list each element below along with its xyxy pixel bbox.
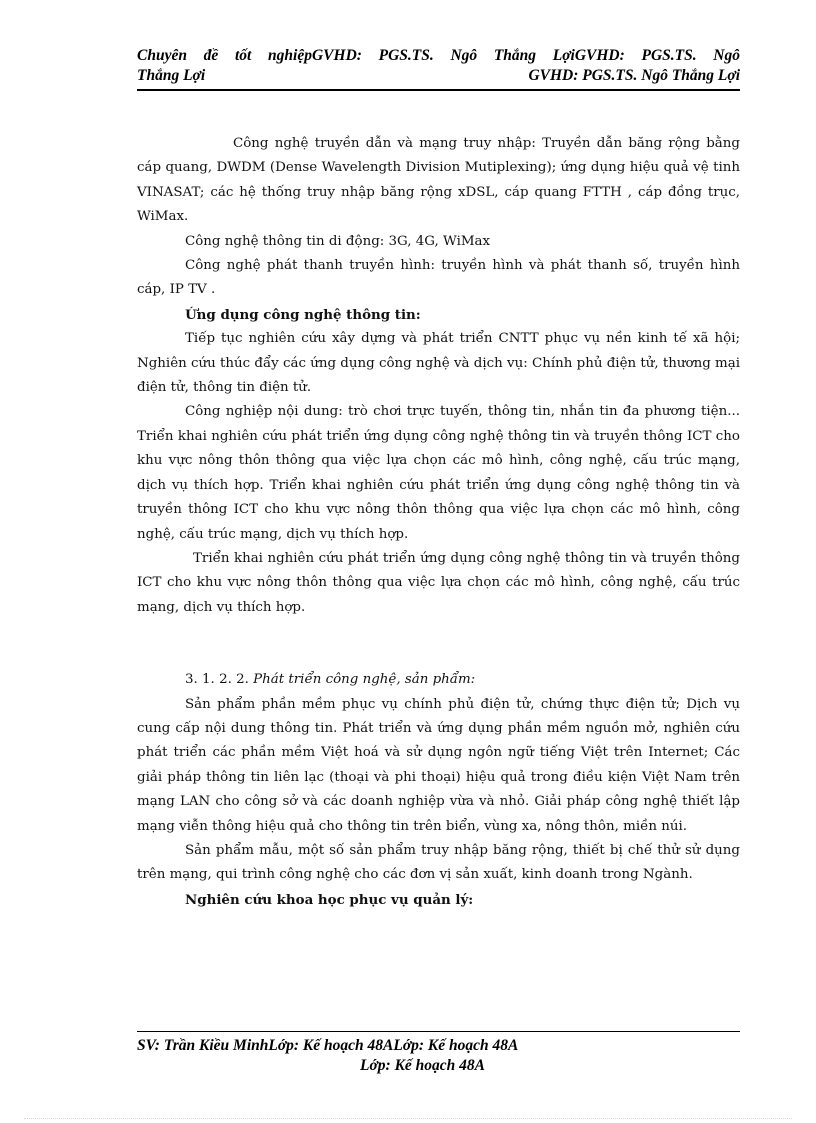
page-header bbox=[137, 46, 740, 86]
section-title: Phát triển công nghệ, sản phẩm: bbox=[253, 672, 476, 688]
page-bottom-border bbox=[24, 1118, 792, 1119]
section-heading bbox=[185, 668, 740, 692]
footer-line-1: SV: Trần Kiều MinhLớp: Kế hoạch 48ALớp: Kế hoạch 48A bbox=[137, 1037, 519, 1054]
footer-divider bbox=[137, 1031, 740, 1032]
paragraph-software: Sản phẩm phần mềm phục vụ chính phủ điện tử, chứng thực điện tử; Dịch vụ cung cấp nội dung thông tin. Phát triển và ứng dụng phần mềm nguồn mở, nghiên cứu phát triển các phần mềm Việt hoá và sử dụng ngôn ngữ tiếng Việt trên Internet; Các giải pháp thông tin liên lạc (thoại và phi thoại) hiệu quả trong điều kiện Việt Nam trên mạng LAN cho công sở và các doanh nghiệp vừa và nhỏ. Giải pháp công nghệ thiết lập mạng viễn thông hiệu quả cho thông tin trên biển, vùng xa, nông thôn, miền núi. bbox=[137, 696, 740, 834]
document-body bbox=[137, 132, 740, 912]
page-footer bbox=[137, 1036, 740, 1076]
heading-management-research: Nghiên cứu khoa học phục vụ quản lý: bbox=[185, 891, 474, 908]
header-divider bbox=[137, 89, 740, 91]
header-line-2 bbox=[137, 66, 740, 86]
paragraph-broadcast: Công nghệ phát thanh truyền hình: truyền hình và phát thanh số, truyền hình cáp, IP TV . bbox=[137, 258, 740, 298]
paragraph-content-industry: Công nghiệp nội dung: trò chơi trực tuyến, thông tin, nhắn tin đa phương tiện... Triển khai nghiên cứu phát triển ứng dụng công nghệ thông tin và truyền thông ICT cho khu vực nông thôn thông qua việc lựa chọn các mô hình, công nghệ, cấu trúc mạng, dịch vụ thích hợp. Triển khai nghiên cứu phát triển ứng dụng công nghệ thông tin và truyền thông ICT cho khu vực nông thôn thông qua việc lựa chọn các mô hình, công nghệ, cấu trúc mạng, dịch vụ thích hợp. bbox=[137, 404, 740, 542]
paragraph-products: Sản phẩm mẫu, một số sản phẩm truy nhập băng rộng, thiết bị chế thử sử dụng trên mạng, qui trình công nghệ cho các đơn vị sản xuất, kinh doanh trong Ngành. bbox=[137, 842, 740, 883]
heading-it-applications: Ứng dụng công nghệ thông tin: bbox=[185, 306, 421, 323]
paragraph-research: Tiếp tục nghiên cứu xây dựng và phát triển CNTT phục vụ nền kinh tế xã hội; Nghiên cứu thúc đẩy các ứng dụng công nghệ và dịch vụ: Chính phủ điện tử, thương mại điện tử, thông tin điện tử. bbox=[137, 331, 740, 396]
paragraph-mobile: Công nghệ thông tin di động: 3G, 4G, WiMax bbox=[185, 233, 491, 249]
header-line-2-left: Thắng Lợi bbox=[137, 67, 206, 84]
header-line-1: Chuyên đề tốt nghiệpGVHD: PGS.TS. Ngô Thắng LợiGVHD: PGS.TS. Ngô bbox=[137, 47, 740, 64]
paragraph-transmission: Công nghệ truyền dẫn và mạng truy nhập: Truyền dẫn băng rộng bằng cáp quang, DWDM (Dense Wavelength Division Mutiplexing); ứng dụng hiệu quả vệ tinh VINASAT; các hệ thống truy nhập băng rộng xDSL, cáp quang FTTH , cáp đồng trục, WiMax. bbox=[137, 136, 740, 225]
paragraph-rural-ict: Triển khai nghiên cứu phát triển ứng dụng công nghệ thông tin và truyền thông ICT cho khu vực nông thôn thông qua việc lựa chọn các mô hình, công nghệ, cấu trúc mạng, dịch vụ thích hợp. bbox=[137, 550, 740, 615]
footer-line-2: Lớp: Kế hoạch 48A bbox=[360, 1057, 485, 1074]
section-number: 3. 1. 2. 2. bbox=[185, 672, 249, 688]
header-line-2-right: GVHD: PGS.TS. Ngô Thắng Lợi bbox=[528, 67, 740, 84]
